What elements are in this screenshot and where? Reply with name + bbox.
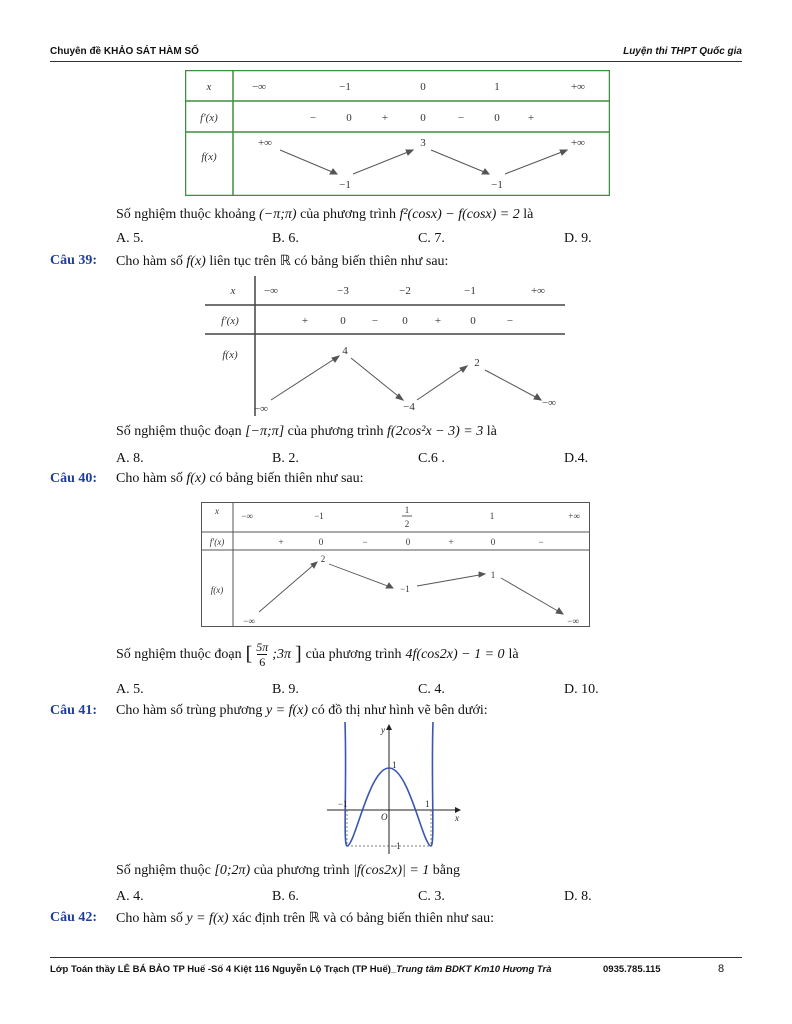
q40-q-b: của phương trình: [305, 646, 402, 662]
q41-label: Câu 41:: [50, 703, 98, 718]
q39-equation: f(2cos²x − 3) = 3: [387, 424, 484, 439]
footer-phone: 0935.785.115: [603, 964, 661, 975]
header-left: Chuyên đề KHẢO SÁT HÀM SỐ: [50, 46, 199, 57]
t2-f-max-2: 2: [474, 357, 480, 369]
q40-equation: 4f(cos2x) − 1 = 0: [405, 646, 505, 662]
q39-option-b[interactable]: B. 2.: [272, 451, 299, 466]
q41-stem-a: Cho hàm số trùng phương: [116, 703, 263, 718]
q40-bracket-close: ]: [294, 643, 302, 665]
t1-fp-zero-1: 0: [346, 112, 352, 124]
q41-fx: y = f(x): [265, 703, 309, 718]
q41-option-d[interactable]: D. 8.: [564, 889, 592, 904]
q39-question: [116, 424, 497, 440]
t2-fp-sign-3: +: [434, 315, 442, 327]
header-rule: [50, 61, 742, 62]
q41-q-c: bằng: [432, 863, 461, 878]
t3-f-max-2: 2: [320, 554, 326, 564]
header-right: Luyện thi THPT Quốc gia: [623, 46, 742, 57]
q40-question: [116, 640, 519, 669]
q41-stem: [116, 703, 488, 719]
q38-option-c[interactable]: C. 7.: [418, 231, 445, 246]
t2-fp-zero-2: 0: [402, 315, 408, 327]
t2-f-min-4: −4: [403, 401, 415, 413]
t3-f-label: f(x): [210, 585, 224, 595]
t3-fp-sign-1: +: [278, 537, 284, 547]
t2-fp-zero-3: 0: [470, 315, 476, 327]
t3-fp-zero-1: 0: [318, 537, 324, 547]
q41-q-a: Số nghiệm thuộc: [116, 863, 211, 878]
t2-fp-label: f′(x): [221, 315, 239, 327]
t1-fp-label: f′(x): [200, 112, 218, 124]
q40-option-c[interactable]: C. 4.: [418, 682, 445, 697]
quartic-graph: [325, 722, 465, 856]
t1-x-pos-inf: +∞: [570, 81, 586, 93]
q40-stem-b: có bảng biến thiên như sau:: [209, 471, 364, 486]
q38-option-d[interactable]: D. 9.: [564, 231, 592, 246]
q39-stem-b: liên tục trên ℝ có bảng biến thiên như sau:: [209, 254, 449, 269]
q38-interval: (−π;π): [259, 207, 297, 222]
q38-stem-c: là: [523, 207, 534, 222]
footer-center: Trung tâm BDKT Km10 Hương Trà: [396, 964, 552, 975]
q40-option-a[interactable]: A. 5.: [116, 682, 144, 697]
q41-option-c[interactable]: C. 3.: [418, 889, 445, 904]
q38-stem-b: của phương trình: [300, 207, 396, 222]
q39-q-b: của phương trình: [287, 424, 384, 439]
q39-option-a[interactable]: A. 8.: [116, 451, 144, 466]
q39-q-c: là: [486, 424, 497, 439]
t2-f-neg-inf-left: −∞: [253, 403, 269, 415]
q41-stem-b: có đồ thị như hình vẽ bên dưới:: [311, 703, 488, 718]
q42-label: Câu 42:: [50, 910, 98, 925]
q39-interval: [−π;π]: [245, 424, 285, 439]
t1-x-zero: 0: [420, 81, 426, 93]
t2-fp-zero-1: 0: [340, 315, 346, 327]
graph-y-one: 1: [392, 760, 397, 770]
t2-x-minus-one: −1: [464, 285, 476, 297]
q41-q-b: của phương trình: [253, 863, 350, 878]
graph-x-minus-one: −1: [338, 799, 348, 809]
q41-option-b[interactable]: B. 6.: [272, 889, 299, 904]
variation-table-1: [185, 70, 610, 196]
t3-x-label: x: [215, 506, 219, 516]
q38-option-a[interactable]: A. 5.: [116, 231, 144, 246]
t3-fp-sign-4: −: [538, 537, 544, 547]
q39-stem-a: Cho hàm số: [116, 254, 183, 269]
t2-fp-sign-2: −: [371, 315, 379, 327]
t3-fp-zero-3: 0: [490, 537, 496, 547]
t1-fp-sign-3: −: [457, 112, 465, 124]
t2-x-pos-inf: +∞: [530, 285, 546, 297]
t3-fp-sign-3: +: [448, 537, 454, 547]
t3-x-neg-inf: −∞: [241, 511, 253, 521]
q42-stem-a: Cho hàm số: [116, 911, 183, 926]
q38-equation: f²(cosx) − f(cosx) = 2: [399, 207, 520, 222]
q40-label: Câu 40:: [50, 471, 98, 486]
t1-x-minus-one: −1: [339, 81, 351, 93]
t2-x-neg-inf: −∞: [263, 285, 279, 297]
q40-bracket-open: [: [245, 643, 253, 665]
q42-stem: [116, 910, 494, 927]
q39-option-c[interactable]: C.6 .: [418, 451, 445, 466]
t1-x-neg-inf: −∞: [251, 81, 267, 93]
t3-fp-sign-2: −: [362, 537, 368, 547]
q39-option-d[interactable]: D.4.: [564, 451, 589, 466]
t3-f-neg-inf-left: −∞: [243, 616, 255, 626]
graph-origin-label: O: [381, 812, 388, 822]
graph-y-minus-one: −1: [391, 841, 401, 851]
q40-q-c: là: [508, 646, 519, 662]
t2-f-max-4: 4: [342, 345, 348, 357]
t1-fp-zero-3: 0: [494, 112, 500, 124]
t3-fp-label: f′(x): [209, 537, 225, 547]
t3-fp-zero-2: 0: [405, 537, 411, 547]
t3-f-max-1: 1: [490, 570, 496, 580]
graph-x-label: x: [455, 813, 459, 823]
q41-interval: [0;2π): [214, 863, 251, 878]
variation-table-3: [201, 502, 590, 627]
q42-stem-b: xác định trên ℝ và có bảng biến thiên như sau:: [231, 911, 495, 926]
q40-q-a: Số nghiệm thuộc đoạn: [116, 646, 242, 662]
t3-x-one: 1: [489, 511, 495, 521]
t2-x-minus-two: −2: [399, 285, 411, 297]
q40-option-b[interactable]: B. 9.: [272, 682, 299, 697]
q39-fx: f(x): [186, 254, 206, 269]
q41-equation: |f(cos2x)| = 1: [353, 863, 430, 878]
t1-f-min-left: −1: [339, 179, 351, 191]
q40-stem-a: Cho hàm số: [116, 471, 183, 486]
q40-fraction: [256, 640, 268, 669]
t3-x-half-den: 2: [404, 519, 410, 529]
t1-fp-zero-2: 0: [420, 112, 426, 124]
graph-y-label: y: [381, 725, 385, 735]
t1-f-max: 3: [420, 137, 426, 149]
t3-f-neg-inf-right: −∞: [567, 616, 579, 626]
footer-rule: [50, 957, 742, 958]
t1-f-pos-inf-left: +∞: [257, 137, 273, 149]
t1-f-label: f(x): [201, 151, 217, 163]
t1-fp-sign-1: −: [309, 112, 317, 124]
t2-x-minus-three: −3: [337, 285, 349, 297]
t2-x-label: x: [230, 285, 236, 297]
t1-fp-sign-4: +: [527, 112, 535, 124]
q40-frac-num: 5π: [256, 640, 269, 654]
t1-f-min-right: −1: [491, 179, 503, 191]
t2-f-label: f(x): [222, 349, 238, 361]
q42-fx: y = f(x): [186, 911, 229, 926]
t2-fp-sign-1: +: [301, 315, 309, 327]
t2-f-neg-inf-right: −∞: [541, 397, 557, 409]
t2-fp-sign-4: −: [506, 315, 514, 327]
t3-x-pos-inf: +∞: [568, 511, 580, 521]
t1-f-pos-inf-right: +∞: [570, 137, 586, 149]
q41-option-a[interactable]: A. 4.: [116, 889, 144, 904]
q38-stem: [116, 207, 533, 223]
t3-f-min-minus-one: −1: [400, 584, 410, 594]
q38-option-b[interactable]: B. 6.: [272, 231, 299, 246]
variation-table-2: [205, 276, 565, 416]
footer-address: Lớp Toán thầy LÊ BÁ BẢO TP Huế -Số 4 Kiệt 116 Nguyễn Lộ Trạch (TP Huế)_: [50, 964, 397, 975]
q40-frac-den: 6: [259, 655, 266, 669]
t3-x-half-num: 1: [404, 505, 410, 515]
q38-stem-a: Số nghiệm thuộc khoảng: [116, 207, 256, 222]
t3-x-minus-one: −1: [314, 511, 324, 521]
q41-question: [116, 863, 460, 879]
q39-label: Câu 39:: [50, 253, 98, 268]
page-number: 8: [718, 963, 725, 975]
footer-left: [50, 964, 552, 975]
q39-q-a: Số nghiệm thuộc đoạn: [116, 424, 242, 439]
t1-fp-sign-2: +: [381, 112, 389, 124]
t1-x-label: x: [206, 81, 212, 93]
q39-stem: [116, 253, 448, 270]
q40-fx: f(x): [186, 471, 206, 486]
graph-x-one: 1: [425, 799, 430, 809]
q40-option-d[interactable]: D. 10.: [564, 682, 599, 697]
q40-interval-rest: ;3π: [272, 646, 291, 662]
t1-x-one: 1: [494, 81, 500, 93]
q40-stem: [116, 471, 364, 487]
